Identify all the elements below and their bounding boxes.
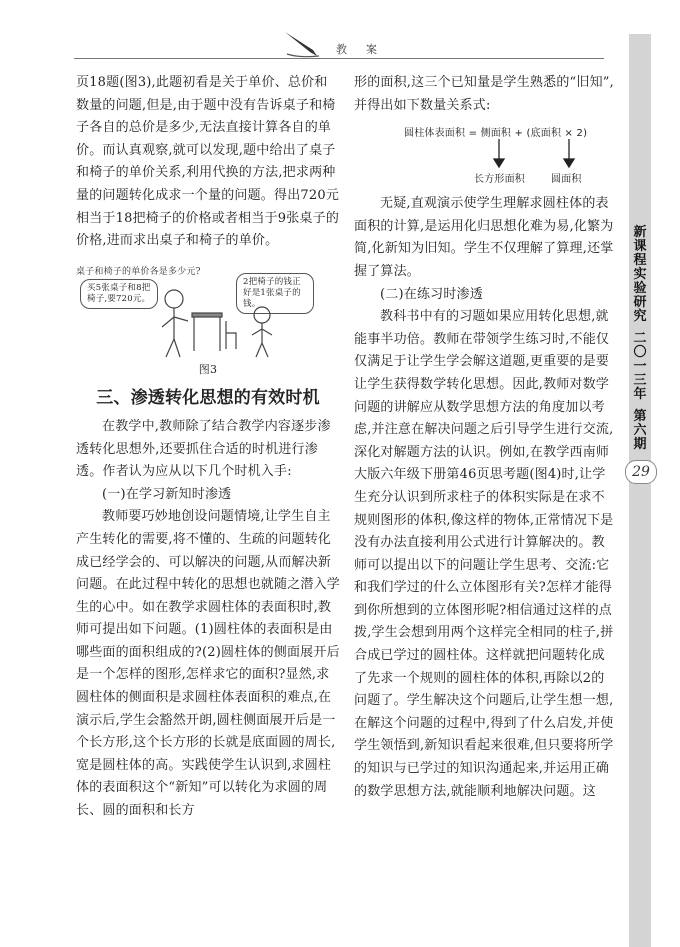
journal-name-vertical: 新 课 程 实 验 研 究 二 〇 一 三 年 第 六 期 (633, 225, 647, 452)
page-number: 29 (625, 460, 657, 484)
paragraph: 页18题(图3),此题初看是关于单价、总价和数量的问题,但是,由于题中没有告诉桌子和椅子各自的总价是多少,无法直接计算各自的单价。而认真观察,就可以发现,题中给出了桌子和椅子的单价关系,利用代换的方法,把求两种量的问题转化成求一个量的问题。得出720元相当于18把椅子的价格或者相当于9张桌子的价格,进而求出桌子和椅子的单价。 (76, 75, 340, 249)
formula-main: 圆柱体表面积 = 侧面积 + (底面积 × 2) (404, 128, 588, 140)
figure-caption: 图3 (198, 362, 218, 376)
figure-question: 桌子和椅子的单价各是多少元? (76, 266, 201, 277)
paragraph: 形的面积,这三个已知量是学生熟悉的“旧知”,并得出如下数量关系式: (354, 75, 614, 113)
paragraph: 无疑,直观演示使学生理解求圆柱体的表面积的计算,是运用化归思想化难为易,化繁为简,化新知为旧知。学生不仅理解了算理,还掌握了算法。 (354, 196, 614, 279)
page-header (0, 0, 680, 60)
formula-label-rectangle: 长方形面积 (474, 174, 525, 186)
figure-illustration (76, 261, 340, 361)
header-divider (74, 58, 604, 59)
left-column (76, 72, 340, 823)
journal-sidebar (629, 34, 651, 947)
speech-bubble-right: 2把椅子的钱正好是1张桌子的钱。 (236, 273, 314, 314)
section-title-jiaoan: 教 案 (336, 43, 381, 56)
paragraph: 教师要巧妙地创设问题情境,让学生自主产生转化的需要,将不懂的、生疏的问题转化成已经学会的、可以解决的问题,从而解决新问题。在此过程中转化的思想也就随之潜入学生的心中。如在教学求圆柱体的表面积时,教师可提出如下问题。(1)圆柱体的表面积是由哪些面的面积组成的?(2)圆柱体的侧面展开后是一个怎样的图形,怎样求它的面积?显然,求圆柱体的侧面积是求圆柱体表面积的难点,在演示后,学生会豁然开朗,圆柱侧面展开后是一个长方形,这个长方形的长就是底面圆的周长,宽是圆柱体的高。实践使学生认识到,求圆柱体的表面积这个“新知”可以转化为求圆的周长、圆的面积和长方 (76, 509, 341, 819)
section-heading: 三、渗透转化思想的有效时机 (96, 388, 320, 409)
right-column (354, 72, 614, 803)
pen-icon (283, 30, 321, 58)
subheading: (一)在学习新知时渗透 (102, 486, 232, 502)
speech-bubble-left: 买5张桌子和8把椅子,要720元。 (80, 279, 158, 309)
formula-label-circle: 圆面积 (551, 174, 582, 186)
formula-diagram (354, 119, 614, 189)
paragraph: 教科书中有的习题如果应用转化思想,就能事半功倍。教师在带领学生练习时,不能仅仅满足于让学生学会解这道题,更重要的是要让学生获得数学转化思想。因此,教师对数学问题的讲解应从数学思想方法的角度加以考虑,并注意在解决问题之后引导学生进行交流,深化对解题方法的认识。例如,在教学西南师大版六年级下册第46页思考题(图4)时,让学生充分认识到所求柱子的体积实际是在求不规则图形的体积,像这样的物体,正常情况下是没有办法直接利用公式进行计算解决的。教师可以提出以下的问题让学生思考、交流:它和我们学过的什么立体图形有关?怎样才能得到你所想到的立体图形呢?相信通过这样的点拨,学生会想到用两个这样完全相同的柱子,拼合成已学过的圆柱体。这样就把问题转化成了先求一个规则的圆柱体的体积,再除以2的问题了。学生解决这个问题后,让学生想一想,在解这个问题的过程中,得到了什么启发,并使学生领悟到,新知识看起来很难,但只要将所学的知识与已学过的知识沟通起来,并运用正确的数学思想方法,就能顺利地解决问题。这 (354, 309, 614, 799)
subheading: (二)在练习时渗透 (380, 286, 483, 302)
paragraph: 在教学中,教师除了结合教学内容逐步渗透转化思想外,还要抓住合适的时机进行渗透。作者认为应从以下几个时机入手: (76, 418, 331, 480)
figure-3 (76, 261, 340, 361)
